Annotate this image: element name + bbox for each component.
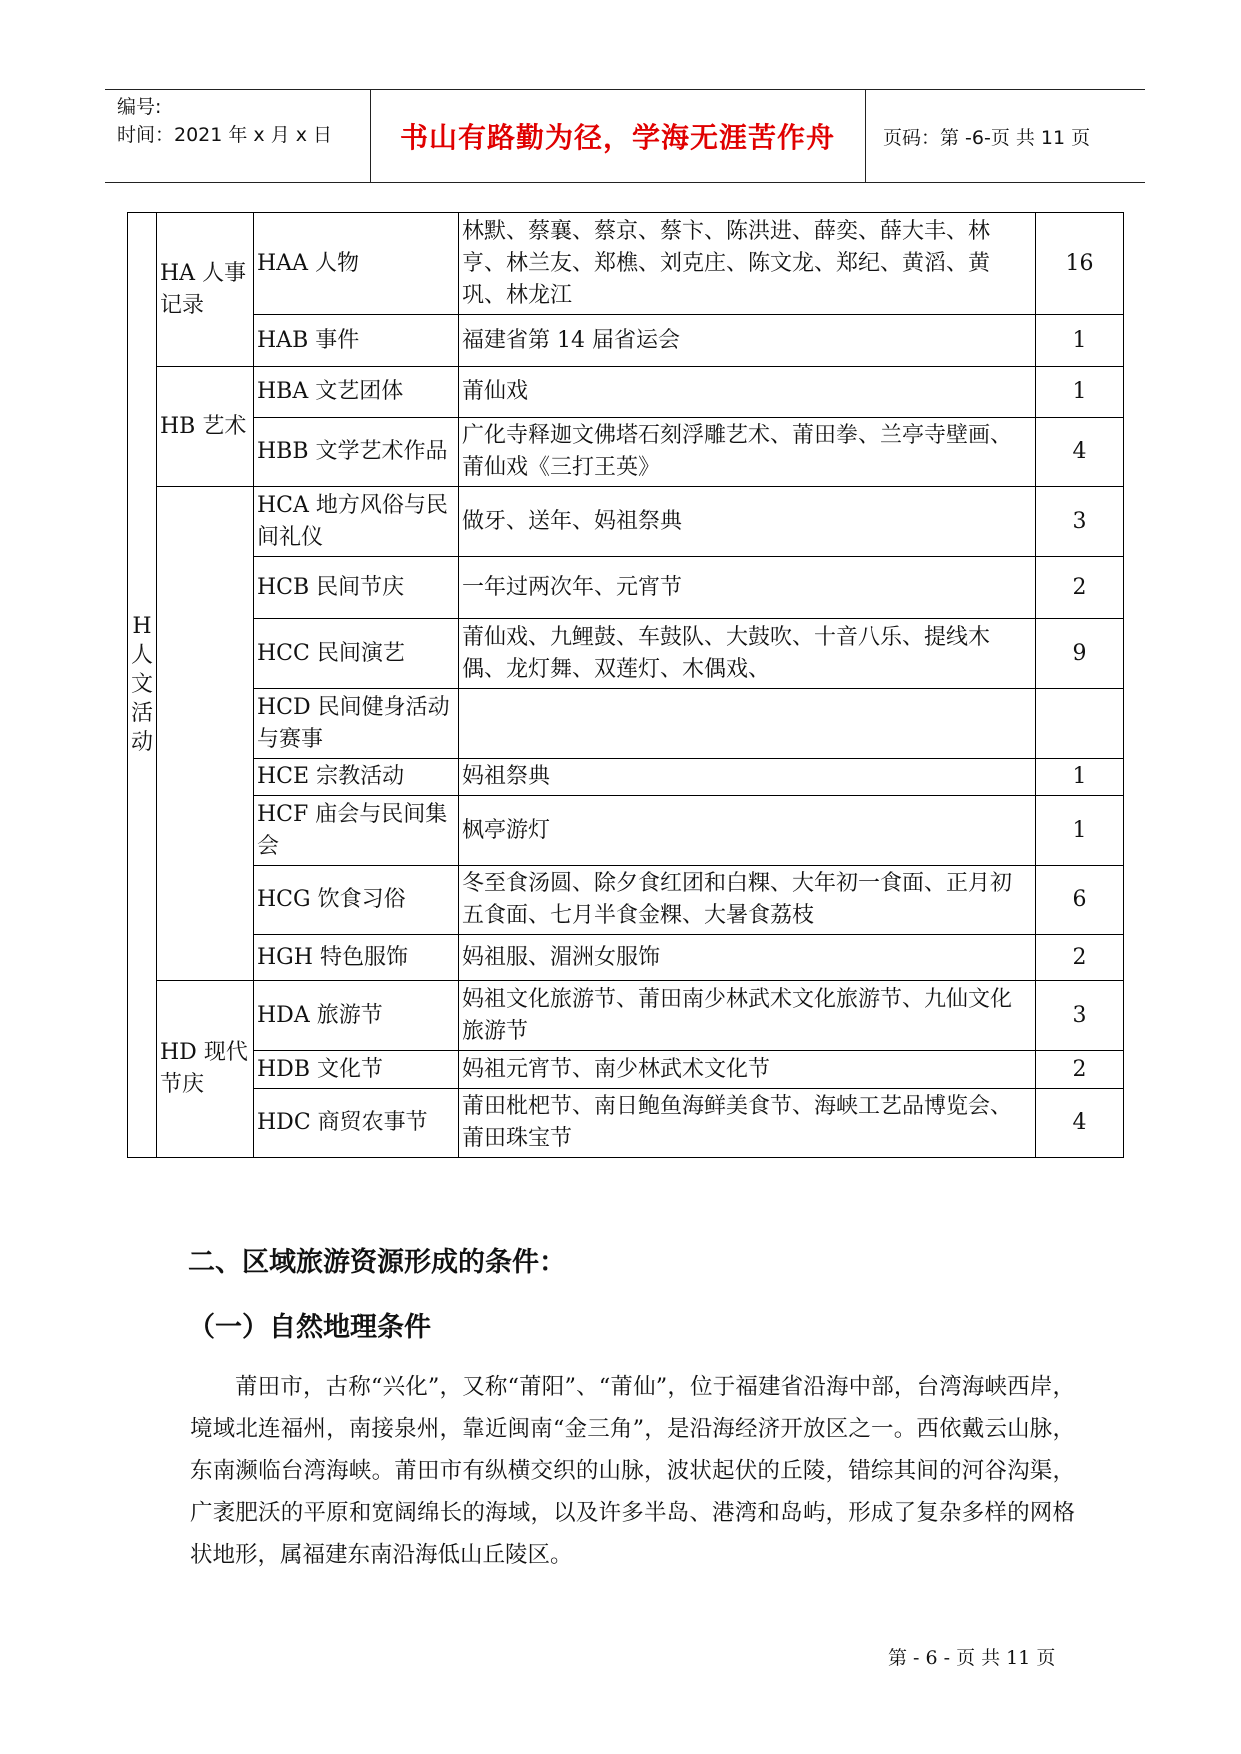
code-cell: HCG 饮食习俗 [254,866,459,935]
table-row [128,315,1124,367]
content-cell: 林默、蔡襄、蔡京、蔡卞、陈洪进、薛奕、薛大丰、林亨、林兰友、郑樵、刘克庄、陈文龙、郑纪、黄滔、黄巩、林龙江 [459,213,1036,315]
header-divider [865,89,866,183]
content-cell: 莆田枇杷节、南日鲍鱼海鲜美食节、海峡工艺品博览会、莆田珠宝节 [459,1089,1036,1158]
table-row [128,557,1124,619]
content-cell: 妈祖祭典 [459,759,1036,796]
code-cell: HCE 宗教活动 [254,759,459,796]
count-cell: 2 [1036,1051,1124,1089]
count-cell: 1 [1036,315,1124,367]
table-row [128,1089,1124,1158]
code-cell: HDC 商贸农事节 [254,1089,459,1158]
table-row [128,1051,1124,1089]
main-category-label: H人文活动 [130,613,153,755]
number-label: 编号: [117,96,162,118]
content-cell: 莆仙戏 [459,367,1036,418]
table-row [128,418,1124,487]
table-row [128,935,1124,981]
table-row [128,367,1124,418]
count-cell: 1 [1036,367,1124,418]
count-cell: 4 [1036,1089,1124,1158]
category-cell: HB 艺术 [157,367,254,487]
content-cell: 妈祖元宵节、南少林武术文化节 [459,1051,1036,1089]
code-cell: HDA 旅游节 [254,981,459,1051]
category-cell: HA 人事记录 [157,213,254,367]
code-cell: HCB 民间节庆 [254,557,459,619]
table-row [128,213,1124,315]
count-cell: 4 [1036,418,1124,487]
content-cell: 广化寺释迦文佛塔石刻浮雕艺术、莆田拳、兰亭寺壁画、莆仙戏《三打王英》 [459,418,1036,487]
code-cell: HAA 人物 [254,213,459,315]
count-cell [1036,689,1124,759]
table-row [128,619,1124,689]
category-cell [157,487,254,981]
section-heading: 二、区域旅游资源形成的条件： [188,1247,566,1278]
count-cell: 3 [1036,981,1124,1051]
main-category-cell [128,213,157,1158]
content-cell: 做牙、送年、妈祖祭典 [459,487,1036,557]
code-cell: HBA 文艺团体 [254,367,459,418]
time-label: 时间：2021 年 x 月 x 日 [117,124,333,146]
content-cell: 妈祖文化旅游节、莆田南少林武术文化旅游节、九仙文化旅游节 [459,981,1036,1051]
count-cell: 9 [1036,619,1124,689]
header-meta [117,93,332,149]
content-cell: 妈祖服、湄洲女服饰 [459,935,1036,981]
code-cell: HBB 文学艺术作品 [254,418,459,487]
code-cell: HGH 特色服饰 [254,935,459,981]
table-row [128,796,1124,866]
count-cell: 1 [1036,796,1124,866]
content-cell: 莆仙戏、九鲤鼓、车鼓队、大鼓吹、十音八乐、提线木偶、龙灯舞、双莲灯、木偶戏、 [459,619,1036,689]
content-cell: 福建省第 14 届省运会 [459,315,1036,367]
code-cell: HCA 地方风俗与民间礼仪 [254,487,459,557]
category-cell: HD 现代节庆 [157,981,254,1158]
table-row [128,981,1124,1051]
resource-table [127,212,1124,1158]
content-cell: 一年过两次年、元宵节 [459,557,1036,619]
header-page-info: 页码：第 -6-页 共 11 页 [883,126,1091,149]
table-row [128,866,1124,935]
count-cell: 16 [1036,213,1124,315]
content-cell [459,689,1036,759]
count-cell: 2 [1036,935,1124,981]
code-cell: HCD 民间健身活动与赛事 [254,689,459,759]
header-motto: 书山有路勤为径，学海无涯苦作舟 [399,121,835,154]
code-cell: HDB 文化节 [254,1051,459,1089]
count-cell: 1 [1036,759,1124,796]
count-cell: 3 [1036,487,1124,557]
content-cell: 冬至食汤圆、除夕食红团和白粿、大年初一食面、正月初五食面、七月半食金粿、大暑食荔枝 [459,866,1036,935]
count-cell: 6 [1036,866,1124,935]
body-paragraph: 莆田市，古称“兴化”，又称“莆阳”、“莆仙”，位于福建省沿海中部，台湾海峡西岸，境域北连福州，南接泉州，靠近闽南“金三角”，是沿海经济开放区之一。西依戴云山脉，东南濒临台湾海峡。莆田市有纵横交织的山脉，波状起伏的丘陵，错综其间的河谷沟渠，广袤肥沃的平原和宽阔绵长的海域，以及许多半岛、港湾和岛屿，形成了复杂多样的网格状地形，属福建东南沿海低山丘陵区。 [190,1374,1075,1568]
table-row [128,689,1124,759]
table-row [128,759,1124,796]
table-row [128,487,1124,557]
code-cell: HCF 庙会与民间集会 [254,796,459,866]
code-cell: HCC 民间演艺 [254,619,459,689]
page-header [105,89,1145,183]
content-cell: 枫亭游灯 [459,796,1036,866]
code-cell: HAB 事件 [254,315,459,367]
subsection-heading: （一）自然地理条件 [188,1312,431,1343]
count-cell: 2 [1036,557,1124,619]
page-footer: 第 - 6 - 页 共 11 页 [888,1647,1056,1669]
